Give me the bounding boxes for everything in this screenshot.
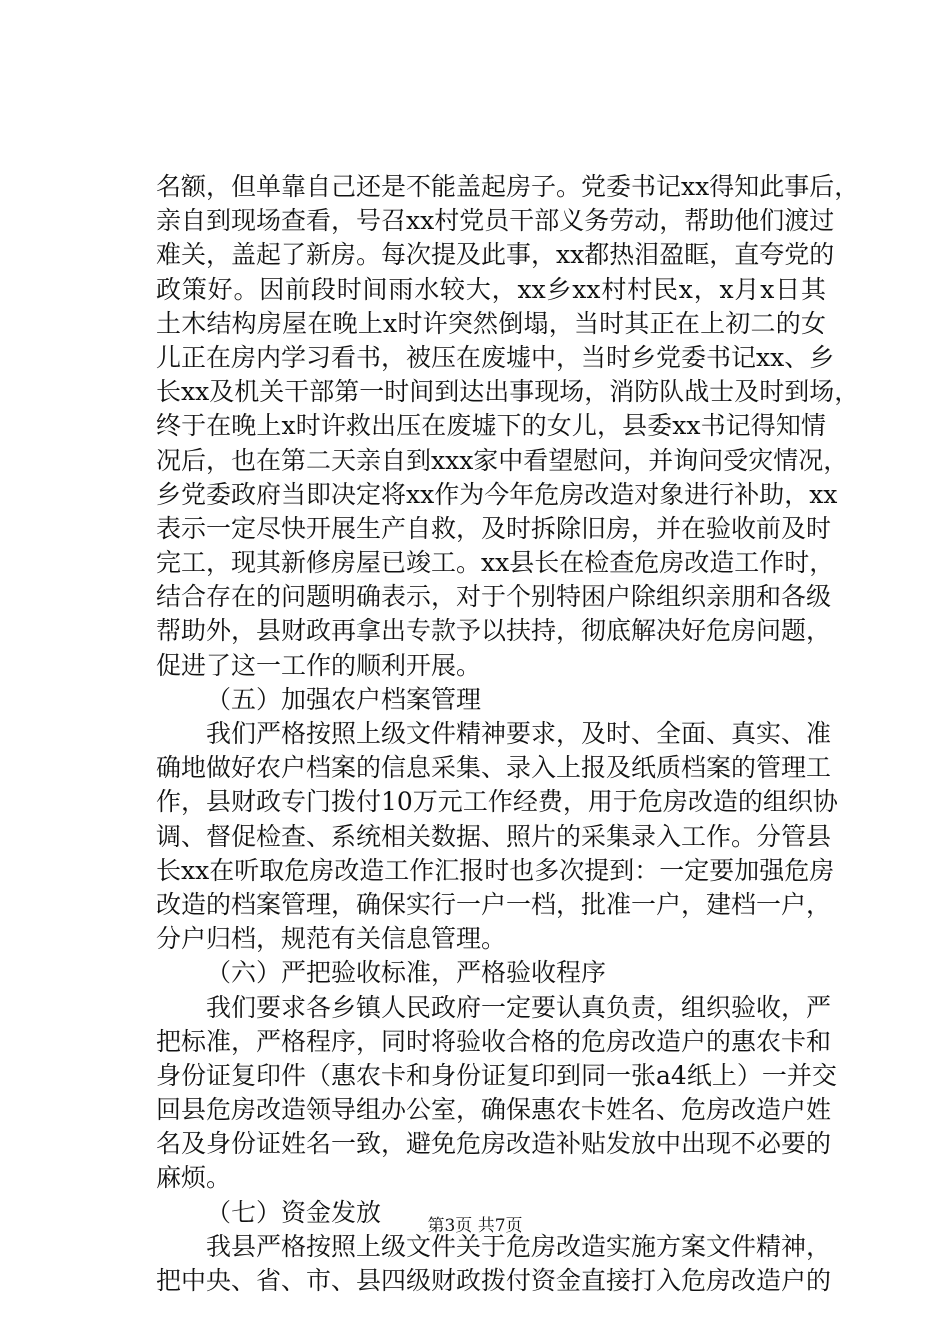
paragraph-line: 分户归档，规范有关信息管理。 — [156, 924, 507, 954]
section-heading: （七）资金发放 — [206, 1197, 382, 1227]
paragraph-line: 把标准，严格程序，同时将验收合格的危房改造户的惠农卡和 — [156, 1026, 832, 1056]
paragraph-line: 况后，也在第二天亲自到xxx家中看望慰问，并询问受灾情况， — [156, 445, 849, 475]
paragraph-line: 回县危房改造领导组办公室，确保惠农卡姓名、危房改造户姓 — [156, 1095, 832, 1125]
paragraph-line: 难关，盖起了新房。每次提及此事，xx都热泪盈眶，直夸党的 — [156, 240, 835, 270]
paragraph-line: 长xx及机关干部第一时间到达出事现场，消防队战士及时到场， — [156, 377, 860, 407]
section-heading: （五）加强农户档案管理 — [206, 684, 482, 714]
paragraph-line: 名额，但单靠自己还是不能盖起房子。党委书记xx得知此事后， — [156, 172, 860, 201]
document-body — [156, 170, 860, 1298]
paragraph-line: 帮助外，县财政再拿出专款予以扶持，彻底解决好危房问题， — [156, 616, 832, 646]
paragraph-line: 结合存在的问题明确表示，对于个别特困户除组织亲朋和各级 — [156, 582, 832, 612]
section-heading: （六）严把验收标准，严格验收程序 — [206, 958, 607, 988]
paragraph-line: 调、督促检查、系统相关数据、照片的采集录入工作。分管县 — [156, 821, 832, 851]
paragraph-line: 麻烦。 — [156, 1163, 232, 1193]
paragraph-line: 土木结构房屋在晚上x时许突然倒塌，当时其正在上初二的女 — [156, 308, 826, 338]
paragraph-line: 我们严格按照上级文件精神要求，及时、全面、真实、准 — [206, 719, 832, 748]
page-footer: 第3页 共7页 — [427, 1216, 523, 1236]
paragraph-line: 终于在晚上x时许救出压在废墟下的女儿，县委xx书记得知情 — [156, 411, 826, 441]
paragraph-line: 长xx在听取危房改造工作汇报时也多次提到：一定要加强危房 — [156, 855, 835, 885]
paragraph-line: 政策好。因前段时间雨水较大，xx乡xx村村民x，x月x日其 — [156, 274, 826, 304]
paragraph-line: 亲自到现场查看，号召xx村党员干部义务劳动，帮助他们渡过 — [156, 206, 835, 236]
paragraph-line: 名及身份证姓名一致，避免危房改造补贴发放中出现不必要的 — [156, 1129, 832, 1159]
paragraph-line: 完工，现其新修房屋已竣工。xx县长在检查危房改造工作时， — [156, 548, 835, 578]
paragraph-line: 改造的档案管理，确保实行一户一档，批准一户，建档一户， — [156, 889, 832, 919]
paragraph-line: 把中央、省、市、县四级财政拨付资金直接打入危房改造户的 — [156, 1266, 832, 1295]
paragraph-line: 表示一定尽快开展生产自救，及时拆除旧房，并在验收前及时 — [156, 513, 832, 543]
paragraph-line: 身份证复印件（惠农卡和身份证复印到同一张a4纸上）一并交 — [156, 1060, 837, 1090]
paragraph-line: 促进了这一工作的顺利开展。 — [156, 650, 482, 680]
paragraph-line: 确地做好农户档案的信息采集、录入上报及纸质档案的管理工 — [156, 753, 832, 783]
paragraph-line: 乡党委政府当即决定将xx作为今年危房改造对象进行补助，xx — [156, 479, 838, 509]
paragraph-line: 我们要求各乡镇人民政府一定要认真负责，组织验收，严 — [206, 992, 832, 1022]
paragraph-line: 我县严格按照上级文件关于危房改造实施方案文件精神， — [206, 1231, 832, 1261]
paragraph-line: 儿正在房内学习看书，被压在废墟中，当时乡党委书记xx、乡 — [156, 342, 835, 372]
paragraph-line: 作，县财政专门拨付10万元工作经费，用于危房改造的组织协 — [156, 787, 838, 817]
